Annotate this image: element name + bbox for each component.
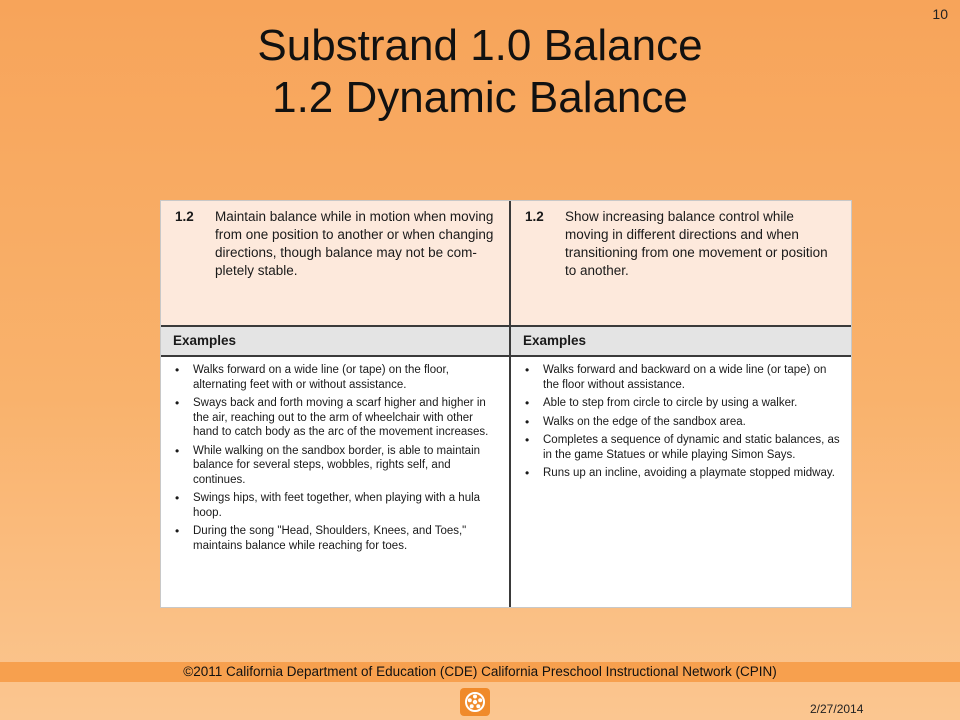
- standards-table: [160, 200, 852, 608]
- title-line-2: 1.2 Dynamic Balance: [272, 73, 688, 122]
- flower-icon: [464, 691, 486, 713]
- left-standard-text: Maintain balance while in motion when moving from one position to another or when changing directions, though balance may not be com-pletely stable.: [215, 209, 494, 278]
- list-item: • Runs up an incline, avoiding a playmate stopped midway.: [523, 466, 843, 481]
- right-examples-heading: Examples: [511, 327, 851, 357]
- list-item: • Walks forward and backward on a wide line (or tape) on the floor without assistance.: [523, 363, 843, 392]
- list-item: • Able to step from circle to circle by using a walker.: [523, 396, 843, 411]
- slide-number: 10: [932, 6, 948, 22]
- right-standard-text: Show increasing balance control while moving in different directions and when transitioning from one movement or position to another.: [565, 209, 828, 278]
- copyright-footer: ©2011 California Department of Education (CDE) California Preschool Instructional Network (CPIN): [0, 662, 960, 682]
- list-item: • During the song "Head, Shoulders, Knees, and Toes," maintains balance while reaching for toes.: [173, 524, 501, 553]
- list-item: • Completes a sequence of dynamic and static balances, as in the game Statues or while playing Simon Says.: [523, 433, 843, 462]
- right-standard-cell: [511, 201, 851, 327]
- slide-date: 2/27/2014: [810, 702, 864, 716]
- right-standard-code: 1.2: [525, 209, 544, 224]
- left-examples-heading: Examples: [161, 327, 509, 357]
- left-column: [161, 201, 511, 607]
- list-item: • Walks forward on a wide line (or tape) on the floor, alternating feet with or without assistance.: [173, 363, 501, 392]
- left-standard-code: 1.2: [175, 209, 194, 224]
- list-item: • Walks on the edge of the sandbox area.: [523, 415, 843, 430]
- list-item: • Swings hips, with feet together, when playing with a hula hoop.: [173, 491, 501, 520]
- cpin-logo-icon: [460, 688, 490, 716]
- left-examples-list: [161, 357, 509, 553]
- right-examples-list: [511, 357, 851, 481]
- slide-title: [0, 20, 960, 124]
- right-column: [511, 201, 851, 607]
- list-item: • Sways back and forth moving a scarf higher and higher in the air, reaching out to the arm of wheelchair with other hand to catch body as the arc of the movement increases.: [173, 396, 501, 440]
- title-line-1: Substrand 1.0 Balance: [257, 21, 703, 70]
- list-item: • While walking on the sandbox border, is able to maintain balance for several steps, wobbles, rights self, and continues.: [173, 444, 501, 488]
- left-standard-cell: [161, 201, 509, 327]
